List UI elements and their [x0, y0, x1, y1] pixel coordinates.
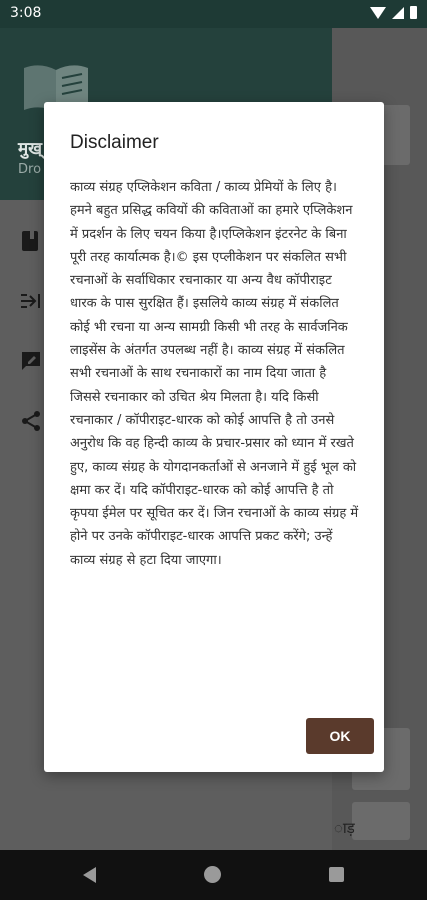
- rate-icon[interactable]: [20, 350, 42, 372]
- share-icon[interactable]: [20, 410, 42, 432]
- status-time: 3:08: [10, 5, 42, 21]
- status-icons: [370, 6, 417, 19]
- wifi-icon: [370, 7, 386, 19]
- drawer-subtitle: Dro: [18, 162, 42, 177]
- disclaimer-dialog: [44, 102, 384, 772]
- status-bar: [0, 0, 427, 28]
- home-icon[interactable]: [204, 866, 221, 883]
- login-icon[interactable]: [20, 290, 42, 312]
- dialog-body: काव्य संग्रह एप्लिकेशन कविता / काव्य प्रेमियों के लिए है। हमने बहुत प्रसिद्ध कवियों की कविताओं का हमारे एप्लिकेशन में प्रदर्शन के लिए चयन किया है।एप्लिकेशन इंटरनेट के बिना पूरी तरह कार्यात्मक है।© इस एप्लीकेशन पर संकलित सभी रचनाओं के सर्वाधिकार रचनाकार या अन्य वैध कॉपीराइट धारक के पास सुरक्षित हैं। इसलिये काव्य संग्रह में संकलित कोई भी रचना या अन्य सामग्री किसी भी तरह के सार्वजनिक लाइसेंस के अंतर्गत उपलब्ध नहीं है। काव्य संग्रह में संकलित सभी रचनाओं के साथ रचनाकारों का नाम दिया जाता है जिससे रचनाकार को उचित श्रेय मिलता है। यदि किसी रचनाकार / कॉपीराइट-धारक को कोई आपत्ति है तो उनसे अनुरोध कि वह हिन्दी काव्य के प्रचार-प्रसार को ध्यान में रखते हुए, काव्य संग्रह के योगदानकर्ताओं से अनजाने में हुई भूल को क्षमा कर दें। यदि कॉपीराइट-धारक को कोई आपत्ति है तो कृपया ईमेल पर सूचित कर दें। जिन रचनाओं के काव्य संग्रह में होने पर उनके कॉपीराइट-धारक आपत्ति प्रकट करेंगे; उन्हें काव्य संग्रह से हटा दिया जाएगा।: [70, 180, 359, 568]
- recent-apps-icon[interactable]: [329, 867, 344, 882]
- battery-icon: [410, 6, 417, 19]
- back-icon[interactable]: [83, 867, 96, 883]
- ok-button[interactable]: OK: [306, 718, 374, 754]
- drawer-title: मुख्: [18, 139, 43, 159]
- book-icon[interactable]: [20, 230, 42, 252]
- dialog-title: Disclaimer: [70, 132, 159, 153]
- navigation-bar: [0, 850, 427, 900]
- background-card: [352, 802, 410, 840]
- background-card-text: ाड़: [334, 819, 355, 837]
- signal-icon: [392, 7, 404, 19]
